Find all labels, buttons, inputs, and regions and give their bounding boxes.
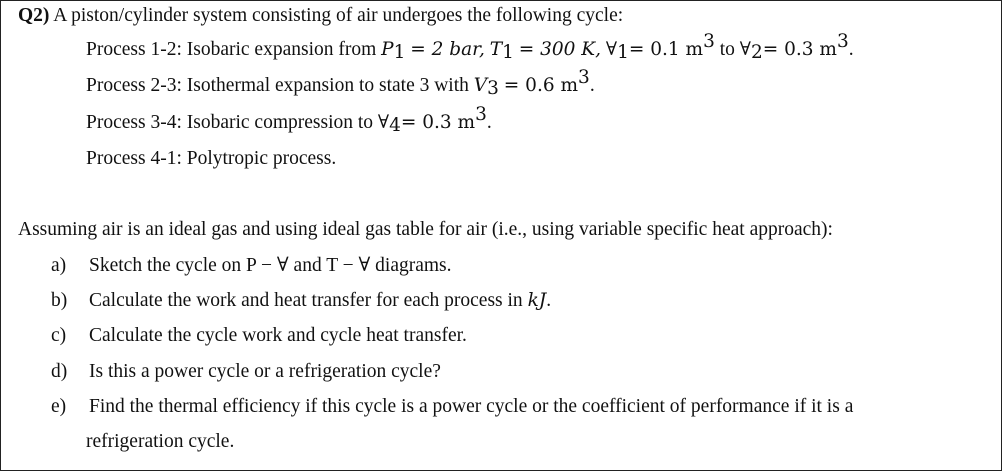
process-1-2 (86, 31, 854, 63)
part-text: refrigeration cycle. (86, 431, 235, 452)
part-letter: d) (51, 361, 68, 382)
assumption-text (18, 218, 833, 242)
volume-exponent: 3 (703, 31, 715, 52)
process-label: Process 3-4: Isobaric compression to (86, 112, 374, 133)
temperature-symbol: T (489, 39, 503, 60)
temperature-value: = 300 K, (518, 39, 602, 60)
volume-value: = 0.6 m (503, 75, 579, 96)
part-e-continuation (86, 430, 234, 454)
volume-value: = 0.3 m (762, 39, 837, 60)
pressure-symbol: P (381, 39, 394, 60)
volume-exponent: 3 (475, 104, 487, 125)
period: . (486, 112, 492, 133)
part-letter: b) (51, 290, 68, 311)
volume-subscript: 2 (750, 42, 763, 63)
volume-value: = 0.3 m (400, 112, 476, 133)
process-3-4 (86, 104, 492, 136)
part-letter: a) (51, 255, 67, 276)
volume-subscript: 3 (487, 78, 499, 99)
part-text: Sketch the cycle on P − ∀ and T − ∀ diagrams. (89, 255, 452, 276)
question-number: Q2) (18, 5, 50, 26)
period: . (848, 39, 854, 60)
question-header (18, 4, 623, 28)
volume-subscript: 4 (389, 115, 401, 136)
volume-symbol: V (473, 75, 488, 96)
process-4-1 (86, 147, 336, 171)
pressure-subscript: 1 (393, 42, 406, 63)
part-letter: e) (51, 396, 67, 417)
part-c (51, 324, 467, 348)
part-d (51, 360, 441, 384)
part-a (51, 254, 452, 278)
part-e (51, 395, 853, 419)
to-word: to (719, 39, 735, 60)
part-letter: c) (51, 325, 67, 346)
process-label: Process 4-1: Polytropic process. (86, 148, 337, 169)
part-text: Calculate the cycle work and cycle heat transfer. (89, 325, 467, 346)
pressure-value: = 2 bar, (410, 39, 485, 60)
part-text: Calculate the work and heat transfer for each process in (89, 290, 523, 311)
unit-kj: kJ (527, 290, 547, 311)
question-intro: A piston/cylinder system consisting of air undergoes the following cycle: (53, 5, 624, 26)
period: . (546, 290, 552, 311)
part-text: Find the thermal efficiency if this cycle is a power cycle or the coefficient of performance if it is a (89, 396, 854, 417)
volume-value: = 0.1 m (628, 39, 704, 60)
process-label: Process 1-2: Isobaric expansion from (86, 39, 377, 60)
temperature-subscript: 1 (502, 42, 514, 63)
process-2-3 (86, 67, 595, 99)
volume-exponent: 3 (578, 67, 590, 88)
volume-symbol: ∀ (605, 39, 618, 60)
volume-symbol: ∀ (377, 112, 390, 133)
period: . (589, 75, 595, 96)
volume-subscript: 1 (617, 42, 629, 63)
volume-exponent: 3 (836, 31, 849, 52)
volume-symbol: ∀ (739, 39, 751, 60)
part-b (51, 289, 551, 313)
assumption-sentence: Assuming air is an ideal gas and using ideal gas table for air (i.e., using variable specific heat approach): (18, 219, 833, 240)
process-label: Process 2-3: Isothermal expansion to state 3 with (86, 75, 469, 96)
part-text: Is this a power cycle or a refrigeration cycle? (89, 361, 441, 382)
